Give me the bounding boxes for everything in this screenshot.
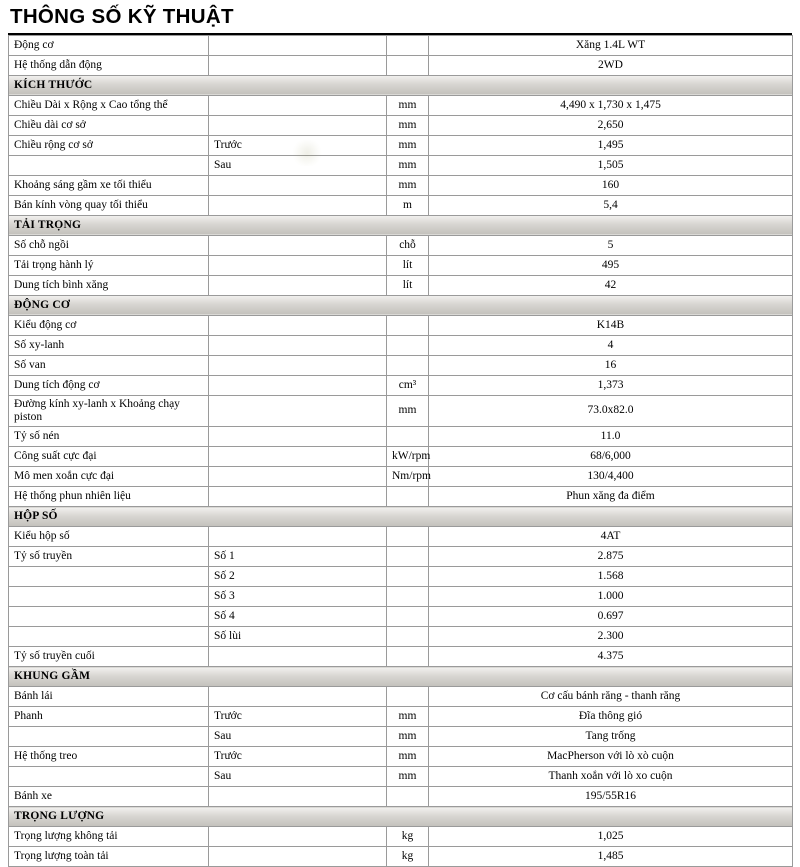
spec-value: 5 (429, 235, 793, 255)
spec-sublabel: Số 3 (209, 587, 387, 607)
spec-unit: mm (387, 155, 429, 175)
spec-sublabel: Số 1 (209, 547, 387, 567)
spec-unit (387, 315, 429, 335)
spec-unit (387, 335, 429, 355)
spec-value: 0.697 (429, 607, 793, 627)
spec-value: 195/55R16 (429, 787, 793, 807)
spec-unit: mm (387, 747, 429, 767)
table-row (9, 155, 793, 175)
spec-unit: mm (387, 175, 429, 195)
spec-label: Bán kính vòng quay tối thiểu (9, 195, 209, 215)
spec-value: Tang trống (429, 727, 793, 747)
spec-unit: mm (387, 707, 429, 727)
spec-sublabel: Sau (209, 727, 387, 747)
spec-label (9, 607, 209, 627)
spec-sublabel (209, 467, 387, 487)
spec-unit (387, 627, 429, 647)
spec-value: 5,4 (429, 195, 793, 215)
table-row (9, 255, 793, 275)
spec-unit: kg (387, 827, 429, 847)
spec-value: 1.568 (429, 567, 793, 587)
spec-value: 11.0 (429, 427, 793, 447)
section-header-row (9, 667, 793, 687)
spec-label: Mô men xoắn cực đại (9, 467, 209, 487)
spec-label: Số van (9, 355, 209, 375)
table-row (9, 355, 793, 375)
table-row (9, 35, 793, 55)
spec-value: 42 (429, 275, 793, 295)
spec-unit: lít (387, 275, 429, 295)
spec-sublabel (209, 487, 387, 507)
spec-unit (387, 527, 429, 547)
spec-value: 495 (429, 255, 793, 275)
spec-sublabel (209, 427, 387, 447)
spec-value: K14B (429, 315, 793, 335)
spec-label: Động cơ (9, 35, 209, 55)
spec-value: 16 (429, 355, 793, 375)
spec-value: 73.0x82.0 (429, 395, 793, 426)
spec-label: Kiểu hộp số (9, 527, 209, 547)
section-header-row (9, 295, 793, 315)
spec-sublabel (209, 275, 387, 295)
spec-sublabel (209, 335, 387, 355)
spec-label: Chiều Dài x Rộng x Cao tổng thể (9, 95, 209, 115)
table-row (9, 467, 793, 487)
spec-unit: cm³ (387, 375, 429, 395)
table-row (9, 115, 793, 135)
spec-value: 4AT (429, 527, 793, 547)
spec-label: Số chỗ ngồi (9, 235, 209, 255)
table-row (9, 275, 793, 295)
spec-value: 1,025 (429, 827, 793, 847)
table-row (9, 175, 793, 195)
spec-unit: mm (387, 727, 429, 747)
spec-sublabel (209, 55, 387, 75)
section-header-row (9, 507, 793, 527)
spec-unit (387, 355, 429, 375)
spec-unit: m (387, 195, 429, 215)
table-row (9, 335, 793, 355)
spec-label: Tải trọng hành lý (9, 255, 209, 275)
specifications-table (8, 35, 793, 867)
page-title: THÔNG SỐ KỸ THUẬT (10, 5, 234, 28)
spec-sublabel: Trước (209, 747, 387, 767)
spec-sublabel: Sau (209, 155, 387, 175)
spec-label (9, 767, 209, 787)
spec-sublabel (209, 395, 387, 426)
table-row (9, 787, 793, 807)
spec-unit (387, 647, 429, 667)
table-row (9, 587, 793, 607)
spec-sublabel: Trước (209, 135, 387, 155)
table-row (9, 547, 793, 567)
spec-sublabel (209, 375, 387, 395)
spec-unit (387, 607, 429, 627)
table-row (9, 747, 793, 767)
spec-sublabel (209, 355, 387, 375)
spec-sublabel: Số lùi (209, 627, 387, 647)
spec-unit (387, 587, 429, 607)
spec-sublabel (209, 95, 387, 115)
section-title: TẢI TRỌNG (9, 215, 793, 235)
spec-unit: chỗ (387, 235, 429, 255)
spec-label: Kiểu động cơ (9, 315, 209, 335)
spec-label (9, 627, 209, 647)
spec-value: 1.000 (429, 587, 793, 607)
spec-sublabel: Số 4 (209, 607, 387, 627)
spec-value: MacPherson với lò xò cuộn (429, 747, 793, 767)
spec-sublabel (209, 315, 387, 335)
table-row (9, 847, 793, 867)
spec-label: Tỷ số nén (9, 427, 209, 447)
table-row (9, 375, 793, 395)
table-row (9, 767, 793, 787)
spec-sublabel (209, 115, 387, 135)
table-row (9, 427, 793, 447)
spec-label (9, 567, 209, 587)
spec-value: Phun xăng đa điểm (429, 487, 793, 507)
spec-sublabel: Số 2 (209, 567, 387, 587)
table-row (9, 647, 793, 667)
spec-label: Hệ thống treo (9, 747, 209, 767)
section-header-row (9, 215, 793, 235)
spec-value: Xăng 1.4L WT (429, 35, 793, 55)
spec-value: Thanh xoắn với lò xo cuộn (429, 767, 793, 787)
spec-label: Trọng lượng toàn tải (9, 847, 209, 867)
spec-label: Dung tích bình xăng (9, 275, 209, 295)
table-row (9, 55, 793, 75)
spec-sublabel (209, 255, 387, 275)
table-row (9, 195, 793, 215)
spec-unit: lít (387, 255, 429, 275)
section-header-row (9, 75, 793, 95)
spec-value: 4.375 (429, 647, 793, 667)
table-row (9, 687, 793, 707)
table-row (9, 447, 793, 467)
spec-unit (387, 55, 429, 75)
spec-sublabel (209, 647, 387, 667)
spec-unit: mm (387, 135, 429, 155)
spec-label: Bánh lái (9, 687, 209, 707)
spec-sublabel (209, 175, 387, 195)
spec-label: Đường kính xy-lanh x Khoảng chạy piston (9, 395, 209, 426)
spec-sublabel (209, 787, 387, 807)
spec-label: Hệ thống phun nhiên liệu (9, 487, 209, 507)
table-row (9, 567, 793, 587)
section-title: KHUNG GẦM (9, 667, 793, 687)
table-row (9, 315, 793, 335)
spec-value: Đĩa thông gió (429, 707, 793, 727)
spec-value: 2.875 (429, 547, 793, 567)
table-row (9, 727, 793, 747)
spec-label: Số xy-lanh (9, 335, 209, 355)
spec-unit (387, 547, 429, 567)
spec-unit: kW/rpm (387, 447, 429, 467)
table-row (9, 95, 793, 115)
spec-label: Chiều rộng cơ sở (9, 135, 209, 155)
spec-unit (387, 427, 429, 447)
spec-value: 160 (429, 175, 793, 195)
specifications-body (9, 35, 793, 866)
spec-value: 1,505 (429, 155, 793, 175)
spec-label: Công suất cực đại (9, 447, 209, 467)
table-row (9, 395, 793, 426)
spec-sublabel (209, 527, 387, 547)
spec-sublabel: Sau (209, 767, 387, 787)
spec-sublabel (209, 235, 387, 255)
spec-label: Dung tích động cơ (9, 375, 209, 395)
table-row (9, 235, 793, 255)
spec-sublabel: Trước (209, 707, 387, 727)
spec-sublabel (209, 827, 387, 847)
spec-unit: kg (387, 847, 429, 867)
spec-label (9, 155, 209, 175)
spec-unit (387, 567, 429, 587)
spec-sublabel (209, 447, 387, 467)
spec-value: 4 (429, 335, 793, 355)
spec-value: 68/6,000 (429, 447, 793, 467)
section-title: KÍCH THƯỚC (9, 75, 793, 95)
spec-value: 1,373 (429, 375, 793, 395)
spec-sublabel (209, 687, 387, 707)
spec-value: 130/4,400 (429, 467, 793, 487)
spec-label: Phanh (9, 707, 209, 727)
section-header-row (9, 807, 793, 827)
spec-value: 1,485 (429, 847, 793, 867)
table-row (9, 707, 793, 727)
spec-label: Tỷ số truyền (9, 547, 209, 567)
spec-value: 2.300 (429, 627, 793, 647)
section-title: HỘP SỐ (9, 507, 793, 527)
spec-unit: Nm/rpm (387, 467, 429, 487)
table-row (9, 487, 793, 507)
spec-label: Chiều dài cơ sở (9, 115, 209, 135)
spec-value: Cơ cấu bánh răng - thanh răng (429, 687, 793, 707)
table-row (9, 607, 793, 627)
spec-sublabel (209, 35, 387, 55)
spec-label (9, 727, 209, 747)
spec-unit: mm (387, 395, 429, 426)
spec-label (9, 587, 209, 607)
section-title: TRỌNG LƯỢNG (9, 807, 793, 827)
spec-unit (387, 487, 429, 507)
spec-unit: mm (387, 767, 429, 787)
table-row (9, 527, 793, 547)
table-row (9, 827, 793, 847)
spec-value: 1,495 (429, 135, 793, 155)
spec-unit: mm (387, 115, 429, 135)
spec-value: 4,490 x 1,730 x 1,475 (429, 95, 793, 115)
spec-label: Bánh xe (9, 787, 209, 807)
spec-sublabel (209, 195, 387, 215)
spec-label: Trọng lượng không tải (9, 827, 209, 847)
spec-label: Khoảng sáng gầm xe tối thiểu (9, 175, 209, 195)
table-row (9, 135, 793, 155)
section-title: ĐỘNG CƠ (9, 295, 793, 315)
spec-unit (387, 687, 429, 707)
spec-label: Hệ thống dẫn động (9, 55, 209, 75)
spec-unit: mm (387, 95, 429, 115)
spec-value: 2,650 (429, 115, 793, 135)
spec-label: Tỷ số truyền cuối (9, 647, 209, 667)
spec-unit (387, 787, 429, 807)
spec-value: 2WD (429, 55, 793, 75)
spec-sublabel (209, 847, 387, 867)
table-row (9, 627, 793, 647)
spec-unit (387, 35, 429, 55)
